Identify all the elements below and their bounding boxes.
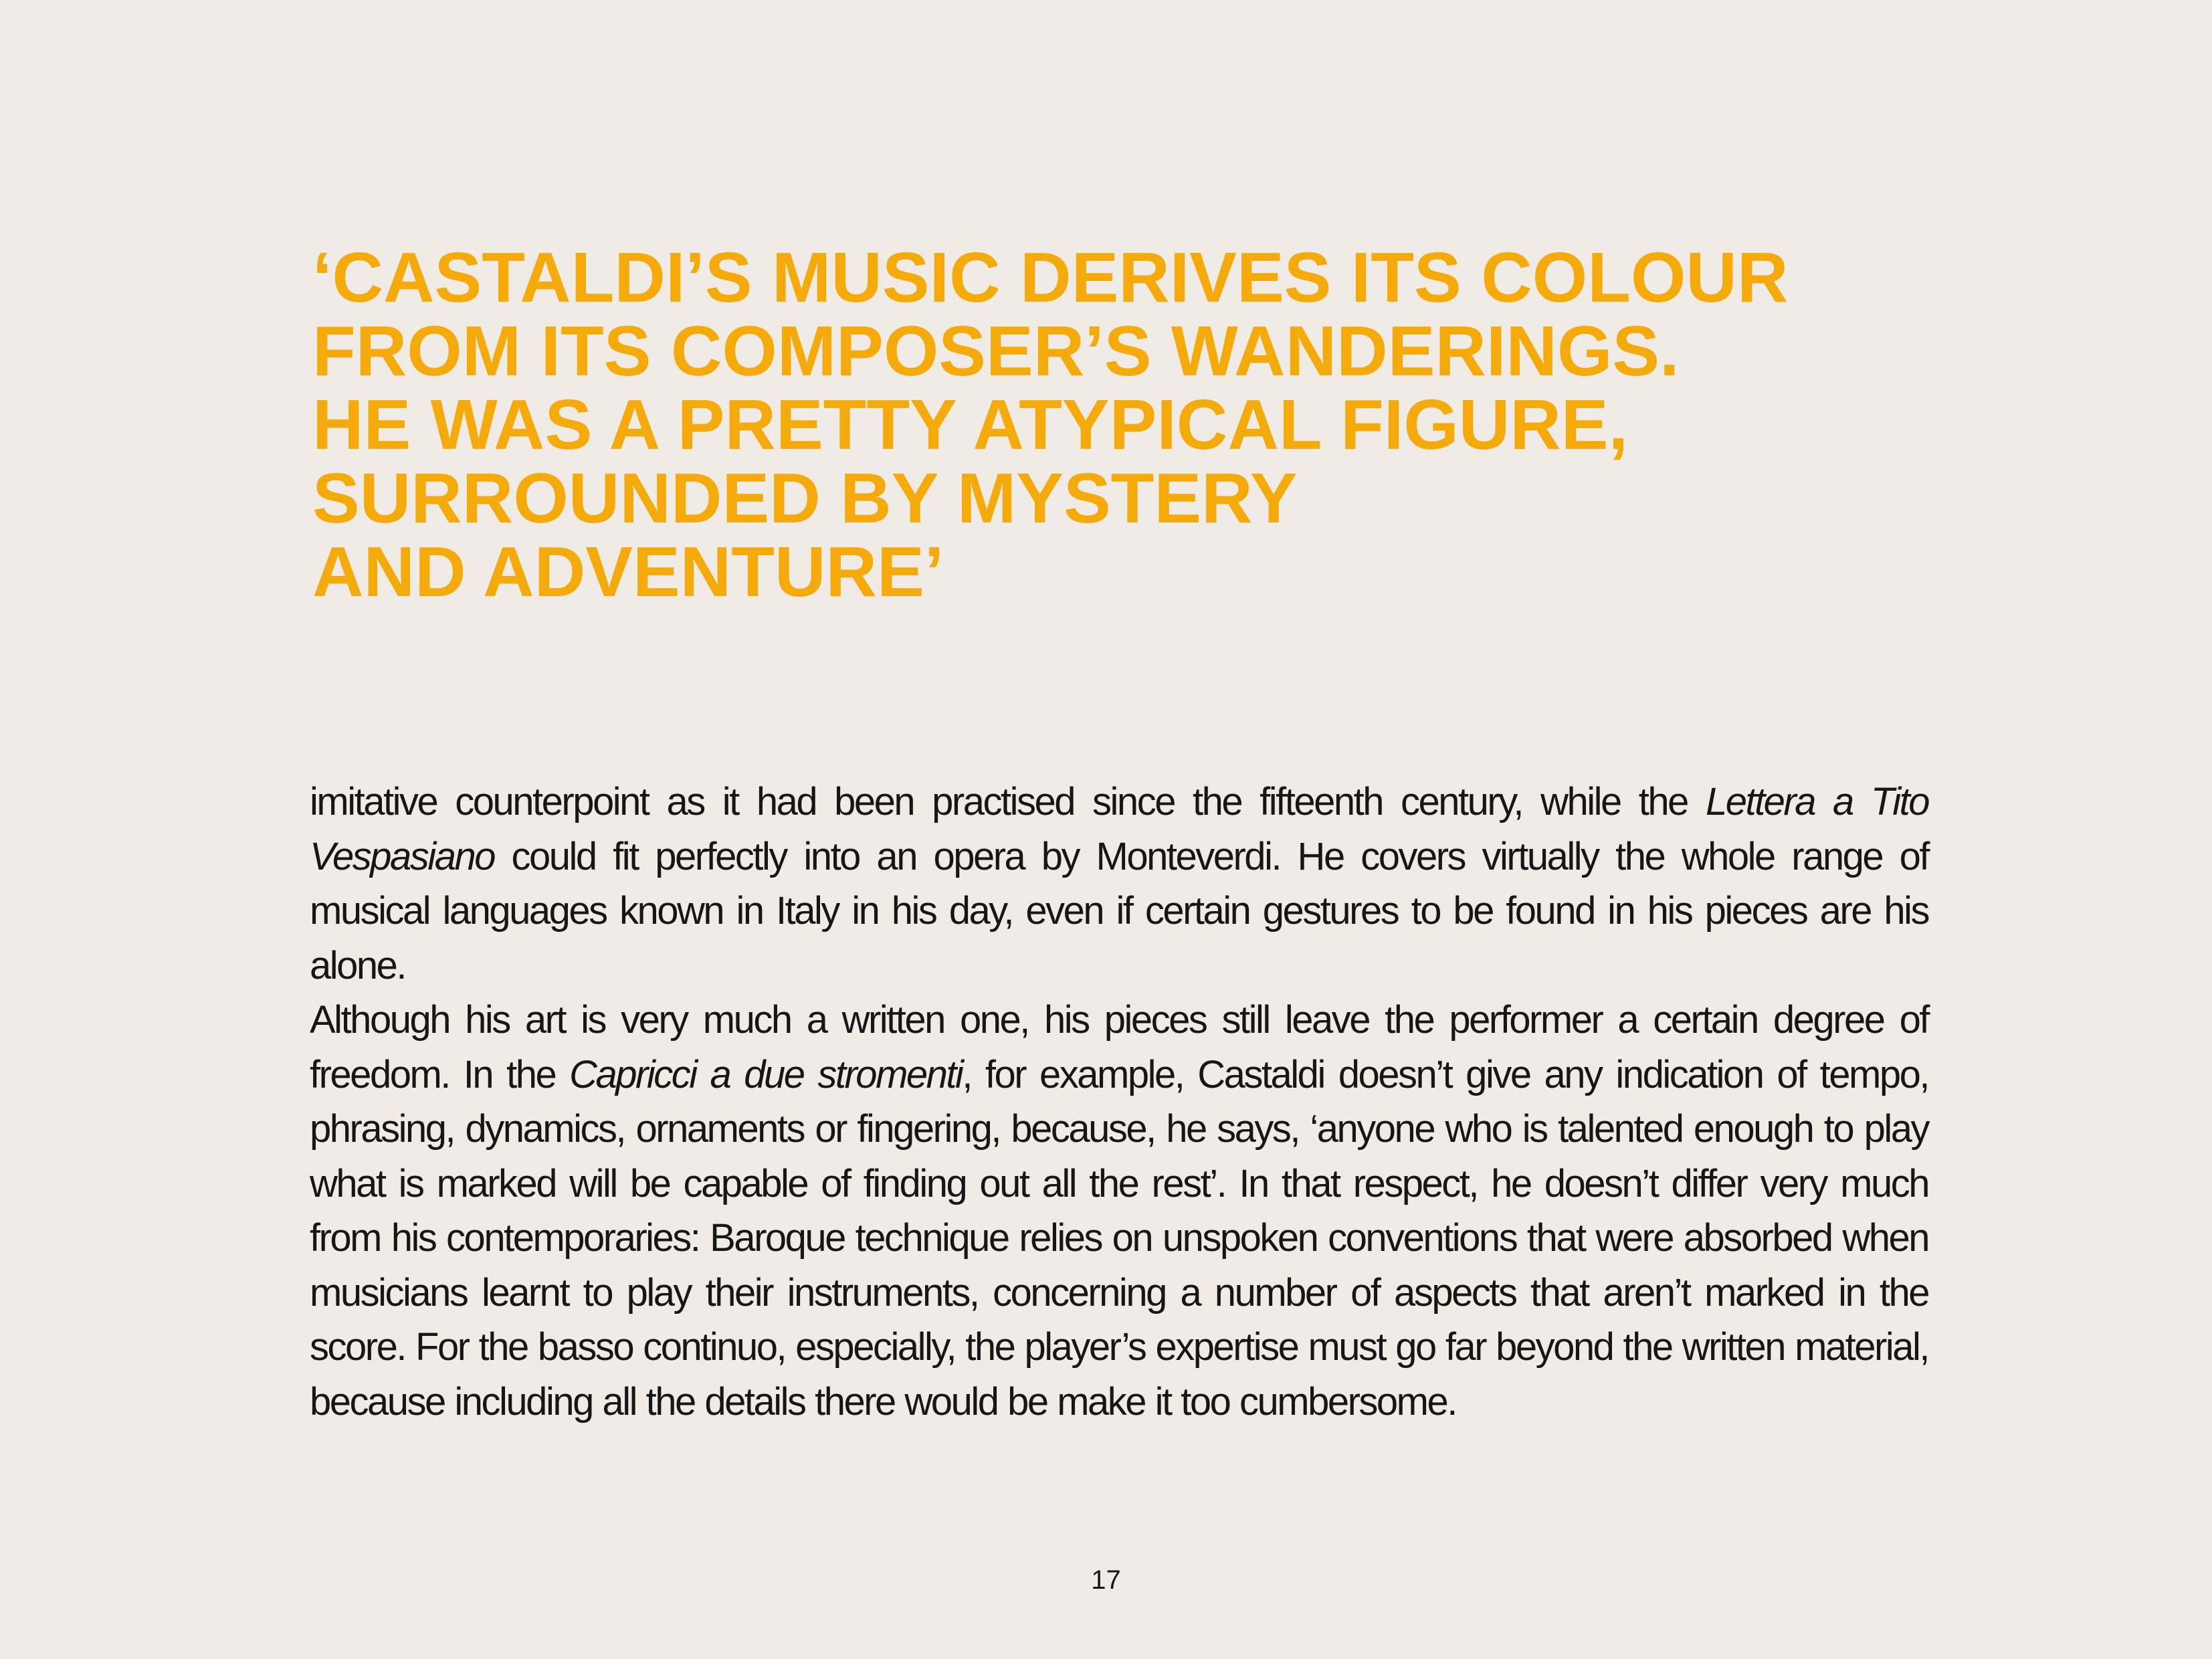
pull-quote-line: AND ADVENTURE’ <box>312 532 944 611</box>
pull-quote-line: SURROUNDED BY MYSTERY <box>312 459 1298 538</box>
body-text <box>310 775 1928 1429</box>
work-title-lettera: Lettera a Tito Vespasiano <box>310 780 1929 878</box>
paragraph-text: imitative counterpoint as it had been practised since the fifteenth century, while the <box>310 780 1706 823</box>
paragraph-text: could fit perfectly into an opera by Monteverdi. He covers virtually the whole range of musical languages known in Italy in his day, even if certain gestures to be found in his pieces are his alone. <box>310 834 1928 987</box>
paragraph-text: , for example, Castaldi doesn’t give any indication of tempo, phrasing, dynamics, ornaments or fingering, because, he says, ‘anyone who is talented enough to play what is marked will be capable of finding out all the rest’. In that respect, he doesn’t differ very much from his contemporaries: Baroque technique relies on unspoken conventions that were absorbed when musicians learnt to play their instruments, concerning a number of aspects that aren’t marked in the score. For the basso continuo, especially, the player’s expertise must go far beyond the written material, because including all the details there would be make it too cumbersome. <box>310 1052 1928 1424</box>
body-paragraph-2 <box>310 993 1928 1429</box>
pull-quote-line: HE WAS A PRETTY ATYPICAL FIGURE, <box>312 385 1629 464</box>
body-paragraph-1 <box>310 775 1928 993</box>
page-number: 17 <box>1091 1565 1121 1595</box>
paragraph-text: Although his art is very much a written one, his pieces still leave the performer a certain degree of freedom. In the <box>310 998 1928 1096</box>
pull-quote-line: FROM ITS COMPOSER’S WANDERINGS. <box>312 312 1680 391</box>
work-title-capricci: Capricci a due stromenti <box>569 1052 963 1096</box>
pull-quote <box>312 238 1985 611</box>
pull-quote-line: ‘CASTALDI’S MUSIC DERIVES ITS COLOUR <box>312 238 1789 317</box>
